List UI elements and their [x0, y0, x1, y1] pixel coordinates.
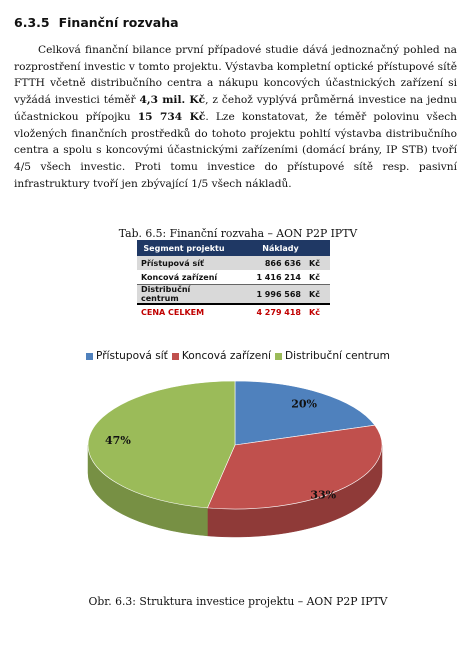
legend-item	[172, 350, 271, 362]
section-title: Finanční rozvaha	[58, 15, 179, 30]
paragraph-text-3: . Lze konstatovat, že téměř polovinu všech vložených finančních prostředků do tohoto projektu pohltí výstavba distribučního centra a spolu s koncovými účastnickými zařízeními (domácí brány, IP STB) tvoří 4/5 všech investic. Proti tomu investice do přístupové sítě resp. pasivní infrastruktury tvoří jen zbývající 1/5 všech nákladů.	[14, 110, 457, 190]
row-label: Přístupová síť	[137, 256, 231, 270]
total-currency: Kč	[305, 304, 330, 320]
section-number: 6.3.5	[14, 15, 50, 30]
row-value: 1 996 568	[231, 285, 305, 305]
legend-swatch	[86, 353, 93, 360]
table-header-row	[137, 240, 330, 256]
legend-item	[86, 350, 168, 362]
table-row	[137, 256, 330, 270]
row-value: 866 636	[231, 256, 305, 270]
body-paragraph	[14, 42, 457, 192]
legend-swatch	[172, 353, 179, 360]
row-label: Koncová zařízení	[137, 270, 231, 285]
row-currency: Kč	[305, 270, 330, 285]
table-caption: Tab. 6.5: Finanční rozvaha – AON P2P IPTV	[118, 227, 358, 240]
total-label: CENA CELKEM	[137, 304, 231, 320]
table-row	[137, 270, 330, 285]
chart-legend	[86, 350, 394, 362]
figure-caption: Obr. 6.3: Struktura investice projektu – AON P2P IPTV	[88, 595, 388, 608]
row-value: 1 416 214	[231, 270, 305, 285]
paragraph-text-2: , z čehož vyplývá průměrná investice na jednu účastnickou přípojku	[14, 94, 457, 123]
header-cost: Náklady	[231, 240, 330, 256]
table-total-row	[137, 304, 330, 320]
legend-item	[275, 350, 390, 362]
pie-data-label: 20%	[291, 397, 318, 411]
row-currency: Kč	[305, 256, 330, 270]
total-investment-bold: 4,3 mil. Kč	[139, 94, 206, 107]
pie-chart	[0, 370, 476, 585]
financial-table	[137, 240, 330, 320]
legend-swatch	[275, 353, 282, 360]
row-currency: Kč	[305, 285, 330, 305]
pie-data-label: 33%	[310, 488, 337, 502]
header-segment: Segment projektu	[137, 240, 231, 256]
paragraph-text-1: Celková finanční bilance první případové studie dává jednoznačný pohled na rozprostření investic v tomto projektu. Výstavba kompletní optické přístupové sítě FTTH včetně distribučního centra a nákupu koncových účastnických zařízení si vyžádá investici téměř	[14, 44, 457, 107]
row-label: Distribuční centrum	[137, 285, 231, 305]
legend-label: Koncová zařízení	[181, 350, 271, 362]
legend-label: Přístupová síť	[96, 350, 168, 362]
average-investment-bold: 15 734 Kč	[137, 110, 206, 123]
section-heading	[14, 15, 179, 30]
total-value: 4 279 418	[231, 304, 305, 320]
table-row	[137, 285, 330, 305]
pie-data-label: 47%	[105, 434, 131, 448]
legend-label: Distribuční centrum	[284, 350, 390, 362]
